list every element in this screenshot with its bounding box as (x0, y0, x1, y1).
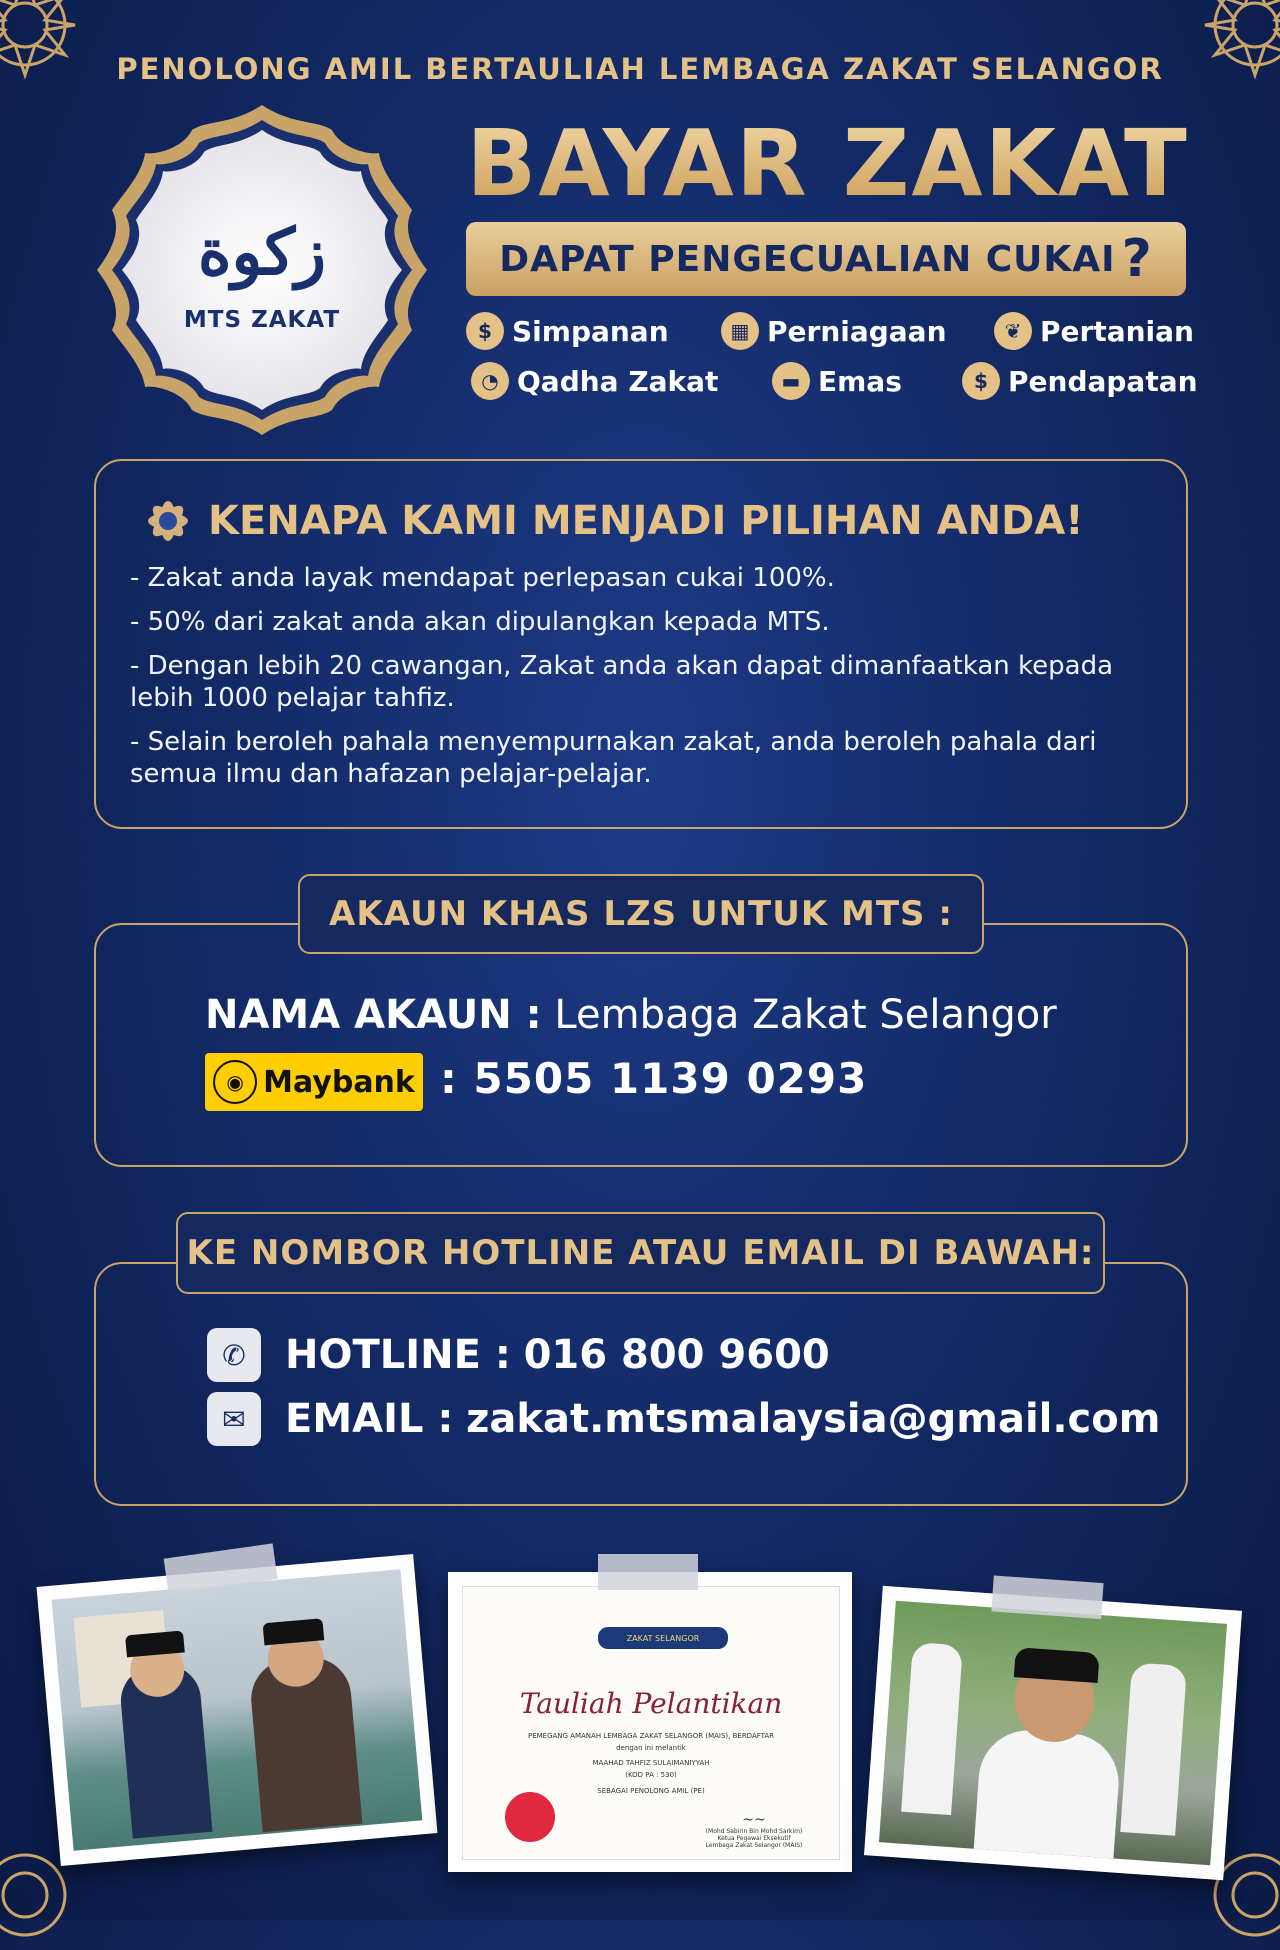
top-title: PENOLONG AMIL BERTAULIAH LEMBAGA ZAKAT SELANGOR (116, 52, 1164, 86)
account-name-row (205, 992, 1057, 1038)
hotline-label: HOTLINE : (285, 1332, 511, 1378)
building-icon: ▦ (721, 312, 759, 350)
account-name-label: NAMA AKAUN : (205, 992, 542, 1038)
category-label: Simpanan (512, 314, 669, 348)
category-label: Emas (818, 364, 902, 398)
why-us-title-text: KENAPA KAMI MENJADI PILIHAN ANDA! (208, 498, 1084, 544)
category-simpanan (466, 312, 669, 350)
zakat-categories (466, 312, 1196, 422)
certificate-paper (462, 1586, 840, 1860)
maybank-logo (205, 1053, 423, 1111)
category-emas (772, 362, 902, 400)
signer-role: Ketua Pegawai Eksekutif (717, 1835, 791, 1842)
flower-ornament-icon (140, 493, 196, 549)
certificate-title: Tauliah Pelantikan (519, 1687, 783, 1720)
whatsapp-icon: ✆ (207, 1328, 261, 1382)
headline: BAYAR ZAKAT (460, 110, 1195, 217)
category-label: Pendapatan (1008, 364, 1198, 398)
category-pendapatan (962, 362, 1198, 400)
certificate-seal (505, 1792, 555, 1842)
email-address[interactable]: zakat.mtsmalaysia@gmail.com (466, 1396, 1161, 1442)
category-label: Pertanian (1040, 314, 1194, 348)
signer-org: Lembaga Zakat Selangor (MAIS) (705, 1842, 803, 1849)
clock-hands-icon: ◔ (471, 362, 509, 400)
category-label: Qadha Zakat (517, 364, 719, 398)
bullet-item: - 50% dari zakat anda akan dipulangkan kepada MTS. (130, 607, 830, 637)
bullet-item: - Zakat anda layak mendapat perlepasan cukai 100%. (130, 563, 835, 593)
certificate-line: PEMEGANG AMANAH LEMBAGA ZAKAT SELANGOR (MAIS), BERDAFTAR (527, 1732, 775, 1740)
lzs-logo: ZAKAT SELANGOR (598, 1627, 728, 1649)
certificate-line: dengan ini melantik (616, 1744, 686, 1752)
tiger-icon: ◉ (213, 1060, 257, 1104)
logo-arabic-calligraphy: زكوة (198, 215, 326, 290)
photo-scene (52, 1569, 423, 1851)
category-qadha-zakat (471, 362, 718, 400)
plant-icon: ❦ (994, 312, 1032, 350)
contact-box (94, 1262, 1188, 1506)
bullet-item: - Dengan lebih 20 cawangan, Zakat anda akan dapat dimanfaatkan kepada lebih 1000 pelajar tahfiz. (130, 651, 1114, 713)
why-us-bullets (130, 562, 1140, 802)
account-number: : 5505 1139 0293 (440, 1054, 868, 1103)
account-tab-label: AKAUN KHAS LZS UNTUK MTS : (298, 874, 984, 954)
certificate-signature-block: ~~ (Mohd Sabirin Bin Mohd Sarkim) Ketua Pegawai Eksekutif Lembaga Zakat Selangor (MAIS) (689, 1812, 819, 1849)
account-name-value: Lembaga Zakat Selangor (554, 992, 1057, 1038)
category-perniagaan (721, 312, 947, 350)
bank-name: Maybank (263, 1064, 415, 1100)
category-label: Perniagaan (767, 314, 947, 348)
coin-icon: $ (962, 362, 1000, 400)
why-us-title (140, 493, 1084, 549)
envelope-icon: ✉ (207, 1392, 261, 1446)
signer-name: (Mohd Sabirin Bin Mohd Sarkim) (705, 1828, 803, 1835)
subheadline-banner (466, 222, 1186, 296)
category-pertanian (994, 312, 1194, 350)
email-row (207, 1392, 1160, 1446)
photo-smiling-student (864, 1586, 1242, 1880)
logo-name: MTS ZAKAT (183, 307, 341, 333)
photo-scene (879, 1601, 1227, 1866)
email-label: EMAIL : (285, 1396, 454, 1442)
contact-tab-label: KE NOMBOR HOTLINE ATAU EMAIL DI BAWAH: (176, 1212, 1105, 1294)
account-box (94, 923, 1188, 1167)
photo-boys-praying (37, 1554, 438, 1866)
subheadline-text: DAPAT PENGECUALIAN CUKAI (499, 238, 1116, 280)
certificate-line: MAAHAD TAHFIZ SULAIMANIYYAH (592, 1759, 710, 1767)
certificate-line: (KOD PA : 530) (625, 1771, 677, 1779)
hotline-row (207, 1328, 830, 1382)
certificate-tauliah (448, 1572, 852, 1872)
question-mark: ? (1121, 229, 1153, 289)
certificate-line: SEBAGAI PENOLONG AMIL (PE) (597, 1787, 705, 1795)
hotline-number[interactable]: 016 800 9600 (523, 1332, 830, 1378)
bullet-item: - Selain beroleh pahala menyempurnakan zakat, anda beroleh pahala dari semua ilmu dan hafazan pelajar-pelajar. (130, 727, 1097, 789)
money-hand-icon: $ (466, 312, 504, 350)
gold-bars-icon: ▬ (772, 362, 810, 400)
